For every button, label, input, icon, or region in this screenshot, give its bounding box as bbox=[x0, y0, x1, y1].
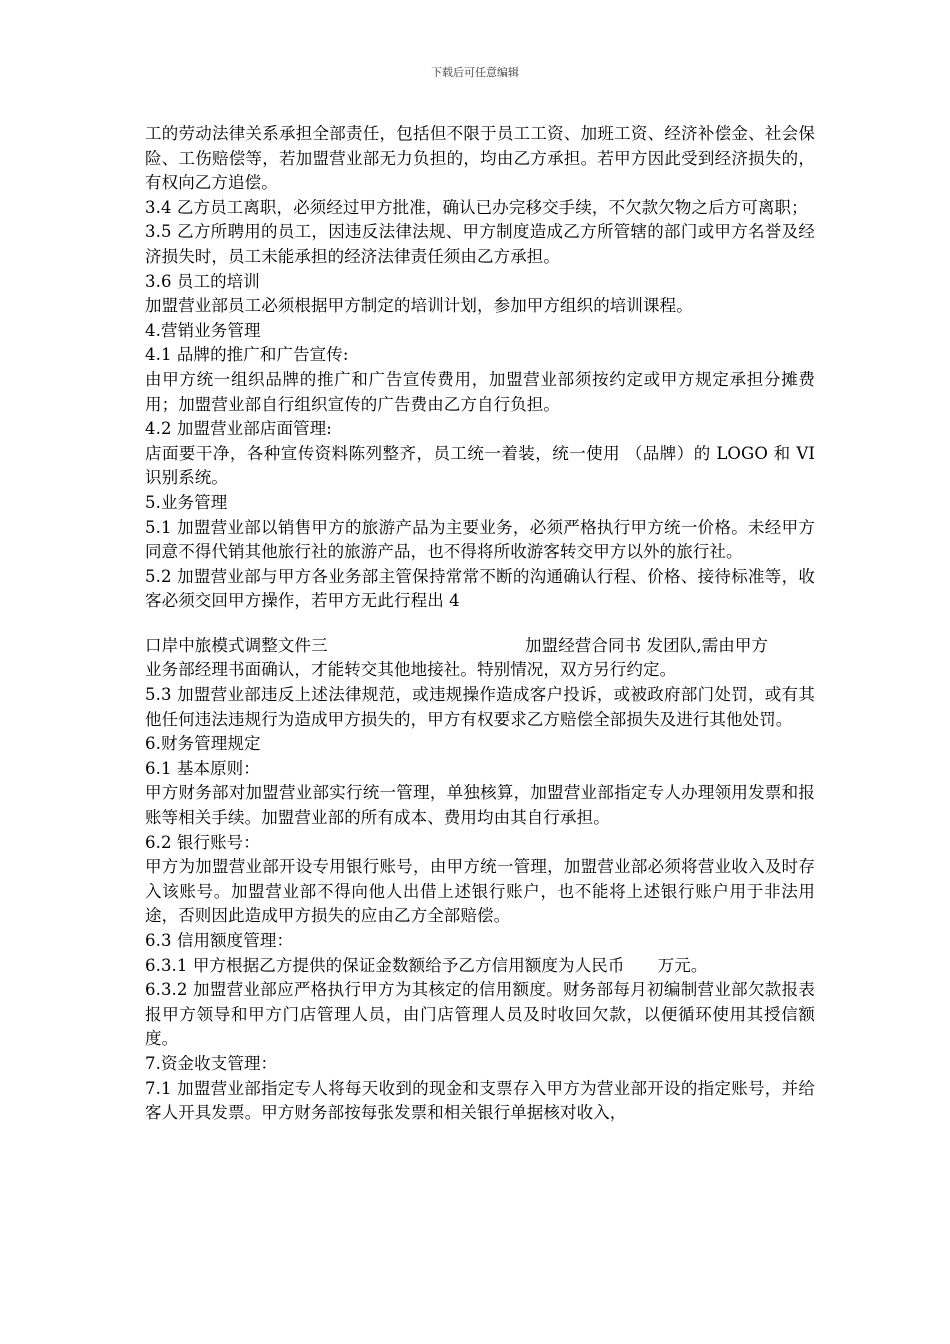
paragraph: 6.3.2 加盟营业部应严格执行甲方为其核定的信用额度。财务部每月初编制营业部欠款报表报甲方领导和甲方门店管理人员，由门店管理人员及时收回欠款，以便循环使用其授信额度。 bbox=[145, 980, 815, 1049]
section-heading: 3.6 员工的培训 bbox=[145, 271, 260, 291]
running-footer-right: 加盟经营合同书 发团队,需由甲方 bbox=[525, 635, 769, 655]
paragraph: 店面要干净，各种宣传资料陈列整齐，员工统一着装，统一使用 （品牌）的 LOGO 和 VI 识别系统。 bbox=[145, 443, 815, 488]
paragraph: 3.5 乙方所聘用的员工，因违反法律法规、甲方制度造成乙方所管辖的部门或甲方名誉及经济损失时，员工未能承担的经济法律责任须由乙方承担。 bbox=[145, 222, 815, 266]
section-heading: 4.营销业务管理 bbox=[145, 320, 261, 340]
running-footer-left: 口岸中旅模式调整文件三 bbox=[145, 635, 328, 655]
page-break-gap bbox=[145, 614, 815, 634]
running-line bbox=[145, 634, 815, 659]
section-heading: 6.1 基本原则： bbox=[145, 758, 260, 778]
paragraph: 5.1 加盟营业部以销售甲方的旅游产品为主要业务，必须严格执行甲方统一价格。未经甲方同意不得代销其他旅行社的旅游产品，也不得将所收游客转交甲方以外的旅行社。 bbox=[145, 517, 815, 562]
paragraph: 7.1 加盟营业部指定专人将每天收到的现金和支票存入甲方为营业部开设的指定账号，并给客人开具发票。甲方财务部按每张发票和相关银行单据核对收入， bbox=[145, 1078, 815, 1123]
section-heading: 7.资金收支管理： bbox=[145, 1053, 278, 1073]
paragraph: 由甲方统一组织品牌的推广和广告宣传费用，加盟营业部须按约定或甲方规定承担分摊费用；加盟营业部自行组织宣传的广告费由乙方自行负担。 bbox=[145, 369, 815, 414]
section-heading: 6.财务管理规定 bbox=[145, 734, 261, 754]
section-heading: 4.1 品牌的推广和广告宣传: bbox=[145, 345, 349, 365]
paragraph: 甲方为加盟营业部开设专用银行账号，由甲方统一管理，加盟营业部必须将营业收入及时存入该账号。加盟营业部不得向他人出借上述银行账户，也不能将上述银行账户用于非法用途，否则因此造成甲方损失的应由乙方全部赔偿。 bbox=[145, 857, 815, 926]
paragraph-continuation: 业务部经理书面确认，才能转交其他地接社。特别情况，双方另行约定。 bbox=[145, 660, 677, 680]
section-heading: 5.业务管理 bbox=[145, 492, 228, 512]
paragraph: 加盟营业部员工必须根据甲方制定的培训计划，参加甲方组织的培训课程。 bbox=[145, 296, 693, 316]
paragraph: 工的劳动法律关系承担全部责任，包括但不限于员工工资、加班工资、经济补偿金、社会保险、工伤赔偿等，若加盟营业部无力负担的，均由乙方承担。若甲方因此受到经济损失的，有权向乙方追偿。 bbox=[145, 124, 815, 193]
document-body bbox=[145, 122, 815, 1126]
paragraph: 5.3 加盟营业部违反上述法律规范，或违规操作造成客户投诉，或被政府部门处罚，或有其他任何违法违规行为造成甲方损失的，甲方有权要求乙方赔偿全部损失及进行其他处罚。 bbox=[145, 685, 815, 729]
paragraph: 5.2 加盟营业部与甲方各业务部主管保持常常不断的沟通确认行程、价格、接待标准等，收客必须交回甲方操作，若甲方无此行程出 4 bbox=[145, 566, 815, 611]
page-header: 下载后可任意编辑 bbox=[431, 66, 519, 79]
section-heading: 6.2 银行账号： bbox=[145, 832, 260, 852]
section-heading: 6.3 信用额度管理： bbox=[145, 931, 294, 950]
section-heading: 4.2 加盟营业部店面管理: bbox=[145, 419, 332, 439]
paragraph: 6.3.1 甲方根据乙方提供的保证金数额给予乙方信用额度为人民币 万元。 bbox=[145, 955, 708, 975]
paragraph: 甲方财务部对加盟营业部实行统一管理，单独核算，加盟营业部指定专人办理领用发票和报账等相关手续。加盟营业部的所有成本、费用均由其自行承担。 bbox=[145, 783, 815, 828]
paragraph: 3.4 乙方员工离职，必须经过甲方批准，确认已办完移交手续，不欠款欠物之后方可离职； bbox=[145, 197, 808, 217]
